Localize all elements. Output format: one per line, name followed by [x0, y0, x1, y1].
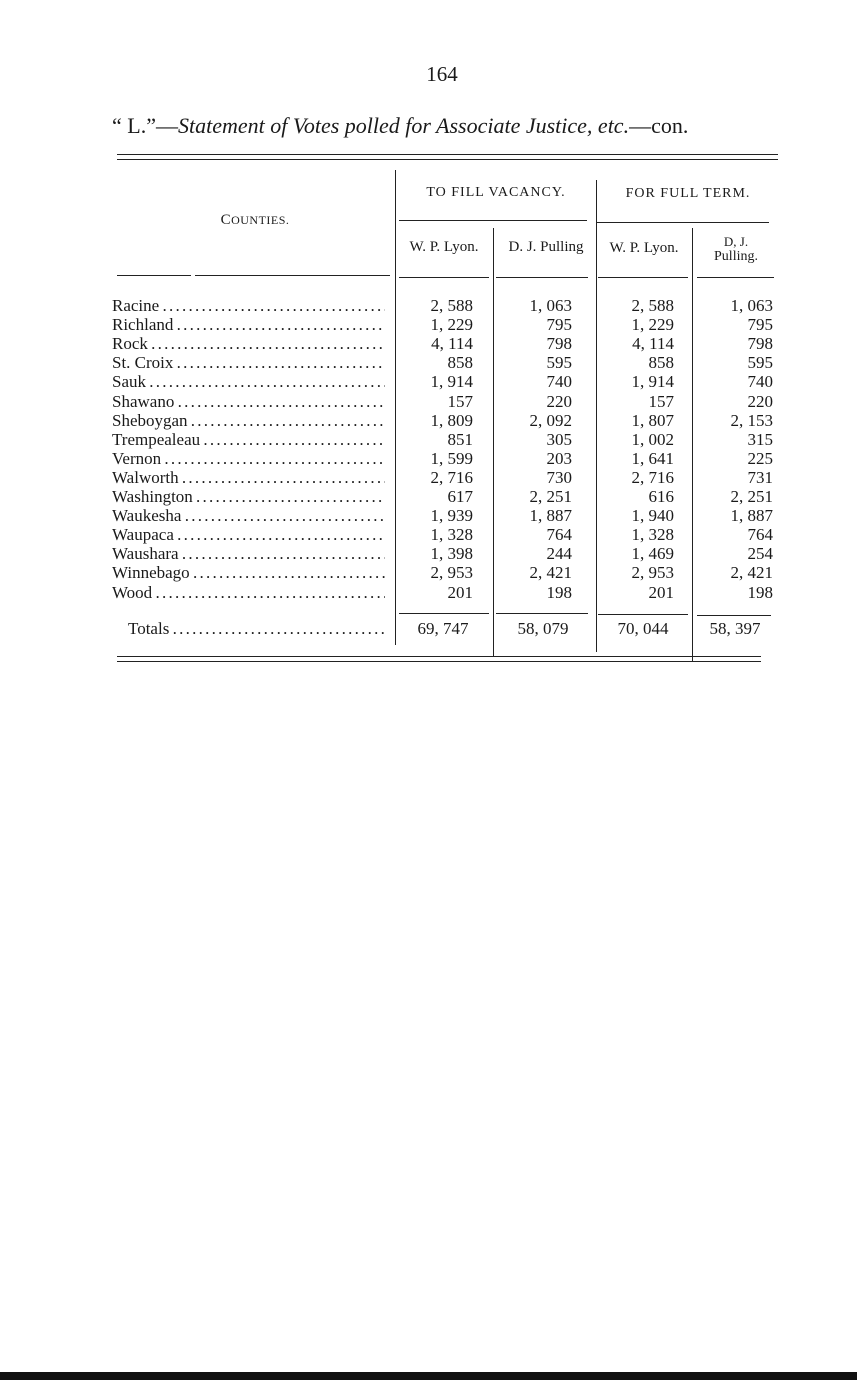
lyon-vacancy-value: 201	[447, 583, 473, 602]
group1-underline	[399, 220, 587, 221]
pulling-vacancy-value: 244	[546, 544, 572, 563]
group2-underline	[597, 222, 769, 223]
title-suffix: —con.	[629, 113, 689, 138]
county-name: Washington . . .	[112, 487, 385, 506]
lyon-vacancy-value: 858	[447, 353, 473, 372]
group-header-fill-vacancy: TO FILL VACANCY.	[426, 185, 566, 200]
totals-lyon-vacancy: 69, 747	[417, 619, 469, 638]
lyon-full-value: 157	[648, 392, 674, 411]
lyon-full-value: 1, 940	[631, 506, 674, 525]
lyon-full-value: 1, 328	[631, 525, 674, 544]
lyon-vacancy-value: 2, 716	[430, 468, 473, 487]
table-row	[0, 544, 857, 563]
county-name: Waushara . . .	[112, 544, 385, 563]
header-bottom-rule-1	[117, 275, 191, 276]
page-title	[112, 113, 792, 139]
lyon-vacancy-value: 4, 114	[431, 334, 473, 353]
lyon-full-value: 2, 588	[631, 296, 674, 315]
lyon-full-value: 2, 716	[631, 468, 674, 487]
pulling-full-value: 764	[747, 525, 773, 544]
group-header-full-term: FOR FULL TERM.	[625, 186, 751, 201]
table-row	[0, 583, 857, 602]
totals-rule-4	[697, 615, 771, 616]
lyon-vacancy-value: 2, 953	[430, 563, 473, 582]
table-row	[0, 392, 857, 411]
lyon-full-value: 1, 641	[631, 449, 674, 468]
totals-rule-2	[496, 613, 588, 614]
table-row	[0, 449, 857, 468]
pulling-vacancy-value: 764	[546, 525, 572, 544]
pulling-full-value: 731	[747, 468, 773, 487]
pulling-vacancy-value: 305	[546, 430, 572, 449]
bottom-rule-2	[117, 661, 761, 662]
pulling-vacancy-value: 730	[546, 468, 572, 487]
county-name: Waukesha . . .	[112, 506, 385, 525]
county-name: Trempealeau . . .	[112, 430, 385, 449]
table-row	[0, 372, 857, 391]
page-number: 164	[426, 62, 458, 86]
lyon-full-value: 1, 469	[631, 544, 674, 563]
lyon-full-value: 201	[648, 583, 674, 602]
totals-rule-1	[399, 613, 489, 614]
pulling-vacancy-value: 795	[546, 315, 572, 334]
lyon-vacancy-value: 1, 398	[430, 544, 473, 563]
pulling-full-value: 2, 251	[730, 487, 773, 506]
lyon-vacancy-value: 1, 229	[430, 315, 473, 334]
lyon-vacancy-value: 851	[447, 430, 473, 449]
county-name: Walworth . . .	[112, 468, 385, 487]
col-header-pulling-full-2: Pulling.	[714, 249, 758, 264]
lyon-vacancy-value: 157	[447, 392, 473, 411]
counties-header-initial: C	[220, 212, 232, 228]
pulling-vacancy-value: 798	[546, 334, 572, 353]
table-row	[0, 563, 857, 582]
pulling-vacancy-value: 2, 092	[529, 411, 572, 430]
scan-edge	[0, 1372, 857, 1380]
lyon-full-value: 1, 229	[631, 315, 674, 334]
header-bottom-rule-6	[697, 277, 774, 278]
header-bottom-rule-3	[399, 277, 489, 278]
title-prefix: “ L.”—	[112, 113, 178, 138]
table-row	[0, 525, 857, 544]
lyon-vacancy-value: 617	[447, 487, 473, 506]
lyon-full-value: 4, 114	[632, 334, 674, 353]
table-row	[0, 315, 857, 334]
totals-pulling-vacancy: 58, 079	[517, 619, 569, 638]
totals-label: Totals . . .	[128, 619, 386, 638]
header-bottom-rule-4	[496, 277, 588, 278]
pulling-full-value: 2, 421	[730, 563, 773, 582]
pulling-vacancy-value: 2, 251	[529, 487, 572, 506]
county-name: Racine . . .	[112, 296, 385, 315]
totals-lyon-full: 70, 044	[617, 619, 669, 638]
pulling-full-value: 740	[747, 372, 773, 391]
lyon-full-value: 616	[648, 487, 674, 506]
pulling-full-value: 2, 153	[730, 411, 773, 430]
totals-pulling-full: 58, 397	[709, 619, 761, 638]
col-header-lyon-full: W. P. Lyon.	[609, 240, 679, 256]
pulling-vacancy-value: 595	[546, 353, 572, 372]
col-header-lyon-vacancy: W. P. Lyon.	[409, 239, 479, 255]
county-name: Vernon . . .	[112, 449, 385, 468]
lyon-full-value: 1, 002	[631, 430, 674, 449]
lyon-vacancy-value: 2, 588	[430, 296, 473, 315]
county-name: Sauk . . .	[112, 372, 385, 391]
lyon-vacancy-value: 1, 939	[430, 506, 473, 525]
pulling-full-value: 798	[747, 334, 773, 353]
counties-header	[115, 212, 395, 229]
table-row	[0, 411, 857, 430]
lyon-full-value: 2, 953	[631, 563, 674, 582]
pulling-vacancy-value: 198	[546, 583, 572, 602]
bottom-rule-1	[117, 656, 761, 657]
top-rule-2	[117, 159, 778, 160]
pulling-full-value: 315	[747, 430, 773, 449]
col-header-pulling-full-1: D, J.	[723, 234, 749, 249]
county-name: Shawano . . .	[112, 392, 385, 411]
lyon-vacancy-value: 1, 914	[430, 372, 473, 391]
header-bottom-rule-2	[195, 275, 390, 276]
county-name: Richland . . .	[112, 315, 385, 334]
pulling-vacancy-value: 740	[546, 372, 572, 391]
pulling-vacancy-value: 2, 421	[529, 563, 572, 582]
county-name: Winnebago . . .	[112, 563, 385, 582]
table-row	[0, 506, 857, 525]
pulling-vacancy-value: 1, 063	[529, 296, 572, 315]
county-name: Wood . . .	[112, 583, 385, 602]
pulling-vacancy-value: 1, 887	[529, 506, 572, 525]
table-row	[0, 430, 857, 449]
table-row	[0, 353, 857, 372]
title-italic: Statement of Votes polled for Associate Justice, etc.	[177, 113, 630, 138]
county-name: Sheboygan . . .	[112, 411, 385, 430]
pulling-full-value: 225	[747, 449, 773, 468]
pulling-full-value: 595	[747, 353, 773, 372]
lyon-full-value: 1, 807	[631, 411, 674, 430]
lyon-vacancy-value: 1, 328	[430, 525, 473, 544]
pulling-full-value: 220	[747, 392, 773, 411]
col-header-pulling-vacancy: D. J. Pulling	[508, 239, 584, 255]
lyon-full-value: 1, 914	[631, 372, 674, 391]
totals-row	[0, 619, 857, 638]
pulling-full-value: 1, 063	[730, 296, 773, 315]
lyon-vacancy-value: 1, 599	[430, 449, 473, 468]
table-row	[0, 487, 857, 506]
county-name: St. Croix . . .	[112, 353, 385, 372]
county-name: Waupaca . . .	[112, 525, 385, 544]
header-bottom-rule-5	[598, 277, 688, 278]
table-row	[0, 296, 857, 315]
pulling-full-value: 795	[747, 315, 773, 334]
table-row	[0, 468, 857, 487]
top-rule-1	[117, 154, 778, 155]
pulling-full-value: 1, 887	[730, 506, 773, 525]
pulling-full-value: 198	[747, 583, 773, 602]
pulling-vacancy-value: 220	[546, 392, 572, 411]
lyon-full-value: 858	[648, 353, 674, 372]
county-name: Rock . . .	[112, 334, 385, 353]
lyon-vacancy-value: 1, 809	[430, 411, 473, 430]
counties-header-rest: OUNTIES.	[231, 213, 290, 227]
pulling-vacancy-value: 203	[546, 449, 572, 468]
table-row	[0, 334, 857, 353]
pulling-full-value: 254	[747, 544, 773, 563]
totals-rule-3	[598, 614, 688, 615]
